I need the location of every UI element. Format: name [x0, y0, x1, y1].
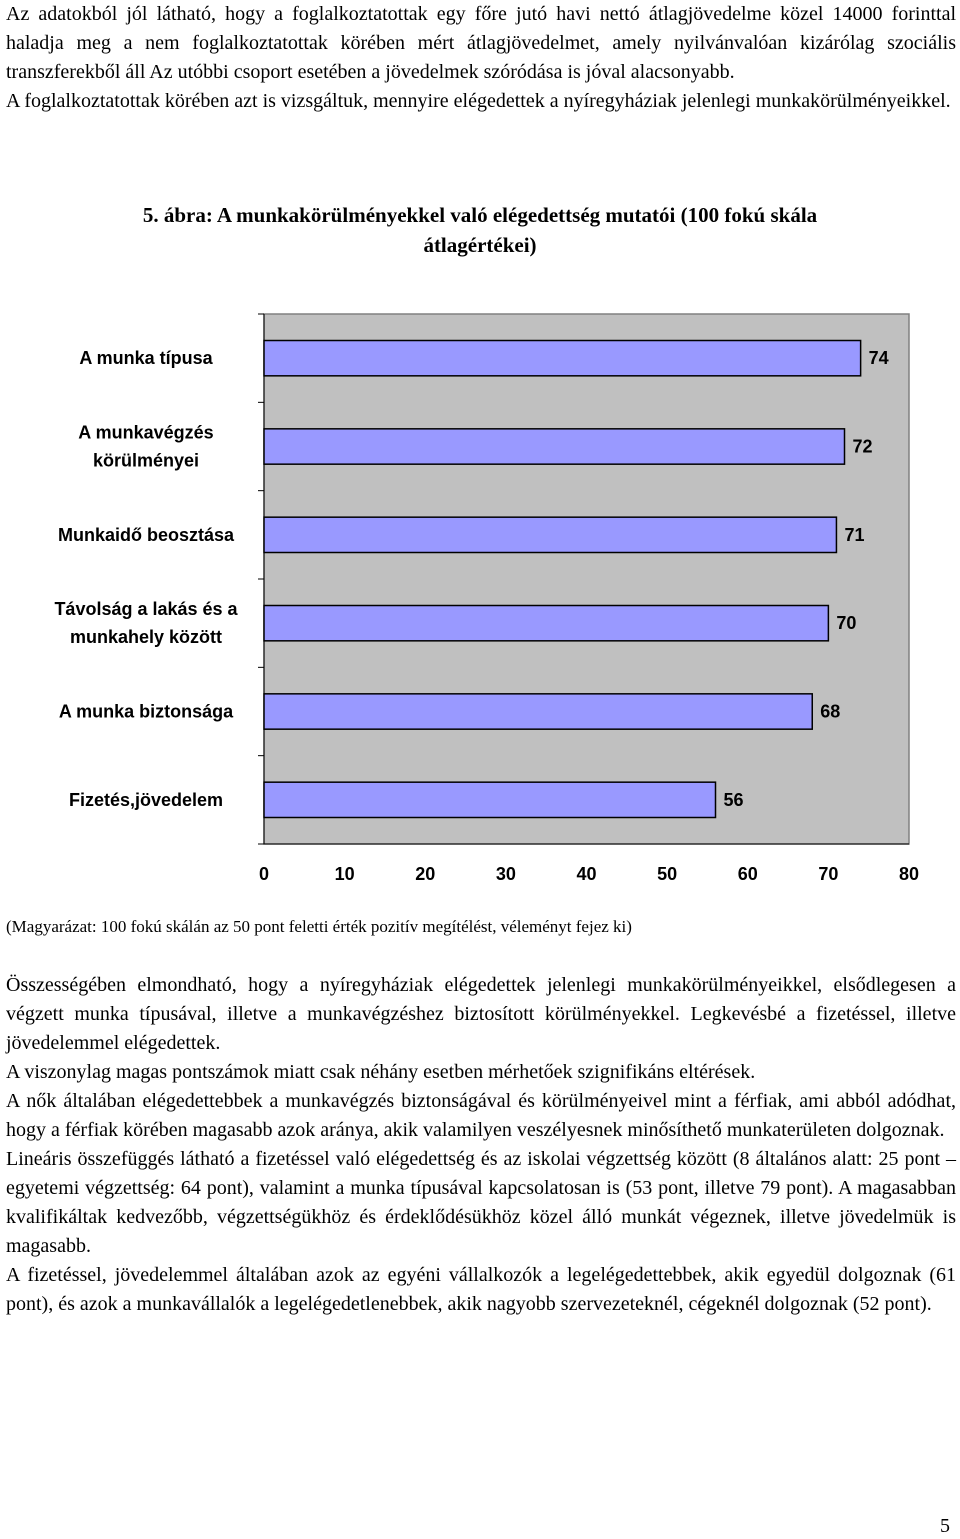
x-tick-label: 40 [576, 864, 597, 884]
outro-text [6, 971, 956, 1319]
x-tick-label: 10 [334, 864, 355, 884]
category-label: Távolság a lakás és a munkahely között [54, 599, 238, 648]
plot-area [264, 314, 909, 844]
data-label: 70 [836, 613, 857, 634]
category-label: Fizetés,jövedelem [68, 789, 224, 810]
data-label: 68 [820, 701, 841, 722]
outro-paragraph-3: A nők általában elégedettebbek a munkavégzés biztonságával és körülményeivel mint a férfiak, ami abból adódhat, hogy a férfiak körében magasabb azok aránya, akik valamilyen veszélyesnek minősíthető munkaterületen dolgoznak. [6, 1090, 956, 1141]
intro-text [6, 0, 956, 116]
category-label: A munkavégzés körülményei [78, 422, 214, 471]
figure-caption [0, 200, 960, 260]
outro-paragraph-1: Összességében elmondható, hogy a nyíregyháziak elégedettek jelenlegi munkakörülményeikkel, elsődlegesen a végzett munka típusával, illetve a munkavégzéshez biztosított körülményekkel. Legkevésbé a fizetéssel, illetve jövedelemmel elégedettek. [6, 974, 956, 1054]
bar [264, 694, 812, 729]
x-tick-label: 50 [657, 864, 678, 884]
bar [264, 429, 845, 464]
figure-caption-line-1: 5. ábra: A munkakörülményekkel való elégedettség mutatói (100 fokú skála [142, 203, 818, 227]
outro-paragraph-4: Lineáris összefüggés látható a fizetéssel való elégedettség és az iskolai végzettség között (8 általános alatt: 25 pont – egyetemi végzettség: 64 pont), valamint a munka típusával kapcsolatosan is (53 pont, illetve 79 pont). A magasabban kvalifikáltak kedvezőbb, végzettségükhöz és érdeklődésükhöz közel álló munkát végeznek, illetve jövedelmük is magasabb. [6, 1148, 956, 1257]
category-label: Munkaidő beosztása [57, 524, 235, 545]
outro-paragraph-2: A viszonylag magas pontszámok miatt csak néhány esetben mérhetőek szignifikáns eltérések. [6, 1061, 756, 1083]
figure-note: (Magyarázat: 100 fokú skálán az 50 pont feletti érték pozitív megítélést, véleményt fejez ki) [6, 917, 632, 936]
category-label: A munka biztonsága [58, 701, 234, 722]
bar [264, 517, 836, 552]
x-tick-label: 70 [818, 864, 839, 884]
bar [264, 782, 716, 817]
x-tick-label: 30 [495, 864, 516, 884]
data-label: 74 [868, 348, 889, 369]
x-tick-label: 60 [737, 864, 758, 884]
figure-caption-line-2: átlagértékei) [423, 233, 537, 257]
data-label: 71 [844, 524, 865, 545]
category-label: A munka típusa [79, 348, 213, 369]
bar [264, 606, 828, 641]
bar [264, 341, 861, 376]
outro-paragraph-5: A fizetéssel, jövedelemmel általában azok az egyéni vállalkozók a legelégedettebbek, akik egyedül dolgoznak (61 pont), és azok a munkavállalók a legelégedetlenebbek, akik nagyobb szervezeteknél, cégeknél dolgoznak (52 pont). [6, 1264, 956, 1315]
page-number: 5 [940, 1515, 950, 1537]
satisfaction-bar-chart [0, 300, 960, 900]
intro-paragraph-1: Az adatokból jól látható, hogy a foglalkoztatottak egy főre jutó havi nettó átlagjövedelme közel 14000 forinttal haladja meg a nem foglalkoztatottak körében mért átlagjövedelmet, amely nyilvánvalóan kizárólag szociális transzferekből áll Az utóbbi csoport esetében a jövedelmek szóródása is jóval alacsonyabb. [6, 3, 956, 83]
intro-paragraph-2: A foglalkoztatottak körében azt is vizsgáltuk, mennyire elégedettek a nyíregyháziak jelenlegi munkakörülményeikkel. [6, 90, 951, 112]
data-label: 72 [852, 436, 873, 457]
x-tick-label: 0 [258, 864, 270, 884]
x-tick-label: 20 [415, 864, 436, 884]
data-label: 56 [723, 789, 744, 810]
x-tick-label: 80 [898, 864, 920, 884]
